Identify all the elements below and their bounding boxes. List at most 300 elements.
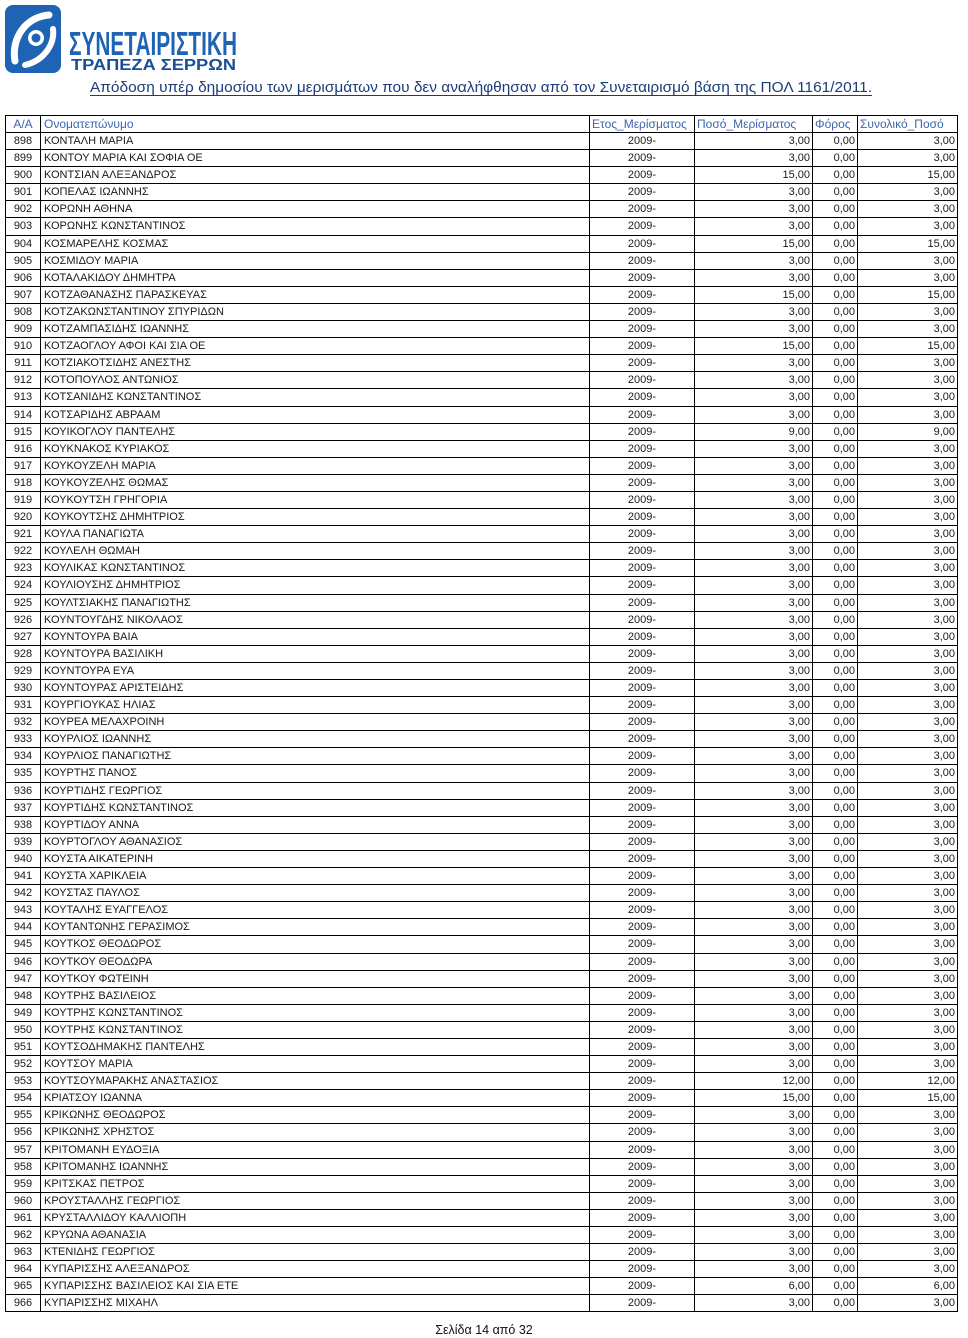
name-cell: ΚΟΤΖΑΚΩΝΣΤΑΝΤΙΝΟΥ ΣΠΥΡΙΔΩΝ: [41, 304, 590, 321]
name-cell: ΚΟΥΣΤΑ ΑΙΚΑΤΕΡΙΝΗ: [41, 851, 590, 868]
bank-logo-icon: [3, 3, 65, 77]
row-number-cell: 921: [6, 526, 41, 543]
table-row: [6, 1261, 958, 1278]
table-row: [6, 475, 958, 492]
name-cell: ΚΡΥΣΤΑΛΛΙΔΟΥ ΚΑΛΛΙΟΠΗ: [41, 1210, 590, 1227]
document-title: [0, 76, 960, 100]
tax-cell: 0,00: [813, 304, 858, 321]
row-number-cell: 965: [6, 1278, 41, 1295]
total-cell: 3,00: [858, 629, 958, 646]
tax-cell: 0,00: [813, 218, 858, 235]
row-number-cell: 946: [6, 954, 41, 971]
amount-cell: 3,00: [695, 253, 813, 270]
tax-cell: 0,00: [813, 1176, 858, 1193]
name-cell: ΚΡΙΚΩΝΗΣ ΧΡΗΣΤΟΣ: [41, 1124, 590, 1141]
amount-cell: 3,00: [695, 184, 813, 201]
year-cell: 2009-: [590, 475, 695, 492]
row-number-cell: 961: [6, 1210, 41, 1227]
column-header-amount: Ποσό_Μερίσματος: [695, 116, 813, 133]
name-cell: ΚΟΥΣΤΑ ΧΑΡΙΚΛΕΙΑ: [41, 868, 590, 885]
column-header-total: Συνολικό_Ποσό: [858, 116, 958, 133]
tax-cell: 0,00: [813, 885, 858, 902]
amount-cell: 3,00: [695, 954, 813, 971]
name-cell: ΚΟΥΛΕΛΗ ΘΩΜΑΗ: [41, 543, 590, 560]
tax-cell: 0,00: [813, 424, 858, 441]
year-cell: 2009-: [590, 492, 695, 509]
total-cell: 3,00: [858, 868, 958, 885]
tax-cell: 0,00: [813, 407, 858, 424]
year-cell: 2009-: [590, 526, 695, 543]
table-row: [6, 577, 958, 594]
amount-cell: 3,00: [695, 765, 813, 782]
amount-cell: 3,00: [695, 1159, 813, 1176]
amount-cell: 3,00: [695, 355, 813, 372]
total-cell: 9,00: [858, 424, 958, 441]
name-cell: ΚΟΥΤΚΟΣ ΘΕΟΔΩΡΟΣ: [41, 936, 590, 953]
name-cell: ΚΟΥΤΡΗΣ ΒΑΣΙΛΕΙΟΣ: [41, 988, 590, 1005]
row-number-cell: 928: [6, 646, 41, 663]
row-number-cell: 944: [6, 919, 41, 936]
row-number-cell: 934: [6, 748, 41, 765]
row-number-cell: 959: [6, 1176, 41, 1193]
row-number-cell: 901: [6, 184, 41, 201]
year-cell: 2009-: [590, 1039, 695, 1056]
year-cell: 2009-: [590, 885, 695, 902]
name-cell: ΚΥΠΑΡΙΣΣΗΣ ΜΙΧΑΗΛ: [41, 1295, 590, 1312]
table-row: [6, 372, 958, 389]
table-row: [6, 731, 958, 748]
year-cell: 2009-: [590, 236, 695, 253]
name-cell: ΚΟΤΖΙΑΚΟΤΣΙΔΗΣ ΑΝΕΣΤΗΣ: [41, 355, 590, 372]
tax-cell: 0,00: [813, 253, 858, 270]
row-number-cell: 899: [6, 150, 41, 167]
table-row: [6, 1124, 958, 1141]
name-cell: ΚΟΥΤΡΗΣ ΚΩΝΣΤΑΝΤΙΝΟΣ: [41, 1005, 590, 1022]
name-cell: ΚΟΥΙΚΟΓΛΟΥ ΠΑΝΤΕΛΗΣ: [41, 424, 590, 441]
name-cell: ΚΟΥΡΛΙΟΣ ΙΩΑΝΝΗΣ: [41, 731, 590, 748]
name-cell: ΚΟΥΡΤΗΣ ΠΑΝΟΣ: [41, 765, 590, 782]
table-row: [6, 680, 958, 697]
table-row: [6, 595, 958, 612]
table-row: [6, 407, 958, 424]
bank-subname: ΤΡΑΠΕΖΑ ΣΕΡΡΩΝ: [71, 57, 236, 74]
name-cell: ΚΟΥΡΕΑ ΜΕΛΑΧΡΟΙΝΗ: [41, 714, 590, 731]
tax-cell: 0,00: [813, 714, 858, 731]
table-row: [6, 338, 958, 355]
amount-cell: 3,00: [695, 868, 813, 885]
table-row: [6, 355, 958, 372]
table-row: [6, 133, 958, 150]
row-number-cell: 941: [6, 868, 41, 885]
tax-cell: 0,00: [813, 646, 858, 663]
total-cell: 3,00: [858, 834, 958, 851]
amount-cell: 3,00: [695, 1227, 813, 1244]
total-cell: 3,00: [858, 372, 958, 389]
table-row: [6, 321, 958, 338]
tax-cell: 0,00: [813, 509, 858, 526]
amount-cell: 15,00: [695, 338, 813, 355]
total-cell: 3,00: [858, 748, 958, 765]
amount-cell: 3,00: [695, 663, 813, 680]
name-cell: ΚΟΤΣΑΡΙΔΗΣ ΑΒΡΑΑΜ: [41, 407, 590, 424]
table-row: [6, 1227, 958, 1244]
year-cell: 2009-: [590, 629, 695, 646]
amount-cell: 3,00: [695, 372, 813, 389]
total-cell: 3,00: [858, 1056, 958, 1073]
table-row: [6, 936, 958, 953]
total-cell: 3,00: [858, 971, 958, 988]
amount-cell: 3,00: [695, 731, 813, 748]
total-cell: 3,00: [858, 988, 958, 1005]
tax-cell: 0,00: [813, 1210, 858, 1227]
name-cell: ΚΟΥΤΑΛΗΣ ΕΥΑΓΓΕΛΟΣ: [41, 902, 590, 919]
total-cell: 15,00: [858, 236, 958, 253]
name-cell: ΚΟΝΤΑΛΗ ΜΑΡΙΑ: [41, 133, 590, 150]
name-cell: ΚΥΠΑΡΙΣΣΗΣ ΒΑΣΙΛΕΙΟΣ ΚΑΙ ΣΙΑ ΕΤΕ: [41, 1278, 590, 1295]
name-cell: ΚΟΥΣΤΑΣ ΠΑΥΛΟΣ: [41, 885, 590, 902]
row-number-cell: 932: [6, 714, 41, 731]
table-header-row: [6, 116, 958, 133]
row-number-cell: 949: [6, 1005, 41, 1022]
year-cell: 2009-: [590, 902, 695, 919]
table-row: [6, 1005, 958, 1022]
name-cell: ΚΡΙΤΟΜΑΝΗΣ ΙΩΑΝΝΗΣ: [41, 1159, 590, 1176]
tax-cell: 0,00: [813, 868, 858, 885]
name-cell: ΚΟΣΜΙΔΟΥ ΜΑΡΙΑ: [41, 253, 590, 270]
row-number-cell: 945: [6, 936, 41, 953]
total-cell: 3,00: [858, 1227, 958, 1244]
row-number-cell: 909: [6, 321, 41, 338]
row-number-cell: 904: [6, 236, 41, 253]
year-cell: 2009-: [590, 1261, 695, 1278]
year-cell: 2009-: [590, 731, 695, 748]
year-cell: 2009-: [590, 441, 695, 458]
year-cell: 2009-: [590, 509, 695, 526]
amount-cell: 3,00: [695, 1176, 813, 1193]
amount-cell: 3,00: [695, 150, 813, 167]
total-cell: 3,00: [858, 783, 958, 800]
table-row: [6, 184, 958, 201]
name-cell: ΚΟΥΤΣΟΔΗΜΑΚΗΣ ΠΑΝΤΕΛΗΣ: [41, 1039, 590, 1056]
table-row: [6, 1159, 958, 1176]
amount-cell: 3,00: [695, 697, 813, 714]
amount-cell: 3,00: [695, 629, 813, 646]
total-cell: 3,00: [858, 1244, 958, 1261]
name-cell: ΚΟΥΚΟΥΤΣΗΣ ΔΗΜΗΤΡΙΟΣ: [41, 509, 590, 526]
year-cell: 2009-: [590, 1022, 695, 1039]
row-number-cell: 914: [6, 407, 41, 424]
name-cell: ΚΟΥΚΝΑΚΟΣ ΚΥΡΙΑΚΟΣ: [41, 441, 590, 458]
name-cell: ΚΟΥΚΟΥΖΕΛΗΣ ΘΩΜΑΣ: [41, 475, 590, 492]
tax-cell: 0,00: [813, 1039, 858, 1056]
row-number-cell: 952: [6, 1056, 41, 1073]
year-cell: 2009-: [590, 1278, 695, 1295]
total-cell: 3,00: [858, 560, 958, 577]
amount-cell: 3,00: [695, 1295, 813, 1312]
year-cell: 2009-: [590, 765, 695, 782]
amount-cell: 3,00: [695, 543, 813, 560]
total-cell: 3,00: [858, 150, 958, 167]
row-number-cell: 947: [6, 971, 41, 988]
total-cell: 3,00: [858, 389, 958, 406]
tax-cell: 0,00: [813, 270, 858, 287]
table-row: [6, 800, 958, 817]
name-cell: ΚΡΟΥΣΤΑΛΛΗΣ ΓΕΩΡΓΙΟΣ: [41, 1193, 590, 1210]
total-cell: 3,00: [858, 1039, 958, 1056]
tax-cell: 0,00: [813, 1107, 858, 1124]
total-cell: 3,00: [858, 1124, 958, 1141]
total-cell: 12,00: [858, 1073, 958, 1090]
amount-cell: 3,00: [695, 595, 813, 612]
tax-cell: 0,00: [813, 150, 858, 167]
table-row: [6, 971, 958, 988]
total-cell: 3,00: [858, 1261, 958, 1278]
table-row: [6, 988, 958, 1005]
name-cell: ΚΟΤΖΑΜΠΑΣΙΔΗΣ ΙΩΑΝΝΗΣ: [41, 321, 590, 338]
amount-cell: 3,00: [695, 885, 813, 902]
table-row: [6, 492, 958, 509]
table-row: [6, 885, 958, 902]
amount-cell: 3,00: [695, 851, 813, 868]
name-cell: ΚΟΥΡΤΙΔΗΣ ΓΕΩΡΓΙΟΣ: [41, 783, 590, 800]
total-cell: 15,00: [858, 338, 958, 355]
row-number-cell: 927: [6, 629, 41, 646]
table-row: [6, 1278, 958, 1295]
row-number-cell: 908: [6, 304, 41, 321]
total-cell: 3,00: [858, 1176, 958, 1193]
tax-cell: 0,00: [813, 1073, 858, 1090]
table-row: [6, 697, 958, 714]
name-cell: ΚΟΥΝΤΟΥΡΑ ΕΥΑ: [41, 663, 590, 680]
year-cell: 2009-: [590, 1142, 695, 1159]
row-number-cell: 956: [6, 1124, 41, 1141]
amount-cell: 3,00: [695, 1261, 813, 1278]
total-cell: 3,00: [858, 595, 958, 612]
name-cell: ΚΟΥΤΡΗΣ ΚΩΝΣΤΑΝΤΙΝΟΣ: [41, 1022, 590, 1039]
table-row: [6, 663, 958, 680]
total-cell: 3,00: [858, 663, 958, 680]
tax-cell: 0,00: [813, 1124, 858, 1141]
row-number-cell: 960: [6, 1193, 41, 1210]
total-cell: 3,00: [858, 441, 958, 458]
table-row: [6, 1176, 958, 1193]
row-number-cell: 924: [6, 577, 41, 594]
total-cell: 3,00: [858, 1107, 958, 1124]
year-cell: 2009-: [590, 407, 695, 424]
dividends-table: [5, 115, 958, 1312]
total-cell: 3,00: [858, 509, 958, 526]
year-cell: 2009-: [590, 270, 695, 287]
row-number-cell: 916: [6, 441, 41, 458]
bank-name: ΣΥΝΕΤΑΙΡΙΣΤΙΚΗ: [69, 25, 237, 62]
tax-cell: 0,00: [813, 919, 858, 936]
name-cell: ΚΟΡΩΝΗΣ ΚΩΝΣΤΑΝΤΙΝΟΣ: [41, 218, 590, 235]
total-cell: 3,00: [858, 1159, 958, 1176]
tax-cell: 0,00: [813, 1090, 858, 1107]
total-cell: 15,00: [858, 167, 958, 184]
year-cell: 2009-: [590, 663, 695, 680]
tax-cell: 0,00: [813, 988, 858, 1005]
amount-cell: 3,00: [695, 201, 813, 218]
year-cell: 2009-: [590, 800, 695, 817]
tax-cell: 0,00: [813, 287, 858, 304]
row-number-cell: 900: [6, 167, 41, 184]
row-number-cell: 966: [6, 1295, 41, 1312]
amount-cell: 3,00: [695, 475, 813, 492]
amount-cell: 6,00: [695, 1278, 813, 1295]
amount-cell: 3,00: [695, 492, 813, 509]
year-cell: 2009-: [590, 167, 695, 184]
total-cell: 3,00: [858, 1295, 958, 1312]
year-cell: 2009-: [590, 1107, 695, 1124]
year-cell: 2009-: [590, 971, 695, 988]
tax-cell: 0,00: [813, 936, 858, 953]
table-row: [6, 543, 958, 560]
row-number-cell: 935: [6, 765, 41, 782]
year-cell: 2009-: [590, 543, 695, 560]
tax-cell: 0,00: [813, 441, 858, 458]
amount-cell: 15,00: [695, 287, 813, 304]
row-number-cell: 938: [6, 817, 41, 834]
tax-cell: 0,00: [813, 338, 858, 355]
total-cell: 3,00: [858, 851, 958, 868]
name-cell: ΚΟΤΟΠΟΥΛΟΣ ΑΝΤΩΝΙΟΣ: [41, 372, 590, 389]
tax-cell: 0,00: [813, 1142, 858, 1159]
amount-cell: 3,00: [695, 304, 813, 321]
table-row: [6, 765, 958, 782]
name-cell: ΚΡΙΑΤΣΟΥ ΙΩΑΝΝΑ: [41, 1090, 590, 1107]
tax-cell: 0,00: [813, 971, 858, 988]
year-cell: 2009-: [590, 954, 695, 971]
tax-cell: 0,00: [813, 201, 858, 218]
year-cell: 2009-: [590, 1124, 695, 1141]
tax-cell: 0,00: [813, 1261, 858, 1278]
total-cell: 3,00: [858, 355, 958, 372]
year-cell: 2009-: [590, 612, 695, 629]
amount-cell: 3,00: [695, 407, 813, 424]
tax-cell: 0,00: [813, 1056, 858, 1073]
year-cell: 2009-: [590, 919, 695, 936]
year-cell: 2009-: [590, 458, 695, 475]
total-cell: 3,00: [858, 526, 958, 543]
total-cell: 3,00: [858, 936, 958, 953]
name-cell: ΚΟΥΡΛΙΟΣ ΠΑΝΑΓΙΩΤΗΣ: [41, 748, 590, 765]
name-cell: ΚΟΥΡΤΙΔΗΣ ΚΩΝΣΤΑΝΤΙΝΟΣ: [41, 800, 590, 817]
year-cell: 2009-: [590, 1090, 695, 1107]
row-number-cell: 942: [6, 885, 41, 902]
amount-cell: 3,00: [695, 1022, 813, 1039]
amount-cell: 3,00: [695, 612, 813, 629]
row-number-cell: 913: [6, 389, 41, 406]
year-cell: 2009-: [590, 218, 695, 235]
row-number-cell: 926: [6, 612, 41, 629]
table-row: [6, 1107, 958, 1124]
total-cell: 3,00: [858, 201, 958, 218]
tax-cell: 0,00: [813, 560, 858, 577]
tax-cell: 0,00: [813, 1022, 858, 1039]
amount-cell: 3,00: [695, 646, 813, 663]
total-cell: 3,00: [858, 321, 958, 338]
amount-cell: 3,00: [695, 1210, 813, 1227]
tax-cell: 0,00: [813, 355, 858, 372]
year-cell: 2009-: [590, 355, 695, 372]
row-number-cell: 922: [6, 543, 41, 560]
table-row: [6, 304, 958, 321]
total-cell: 3,00: [858, 817, 958, 834]
year-cell: 2009-: [590, 133, 695, 150]
tax-cell: 0,00: [813, 321, 858, 338]
total-cell: 3,00: [858, 612, 958, 629]
tax-cell: 0,00: [813, 167, 858, 184]
tax-cell: 0,00: [813, 800, 858, 817]
year-cell: 2009-: [590, 372, 695, 389]
name-cell: ΚΥΠΑΡΙΣΣΗΣ ΑΛΕΞΑΝΔΡΟΣ: [41, 1261, 590, 1278]
tax-cell: 0,00: [813, 954, 858, 971]
name-cell: ΚΟΥΤΣΟΥΜΑΡΑΚΗΣ ΑΝΑΣΤΑΣΙΟΣ: [41, 1073, 590, 1090]
row-number-cell: 902: [6, 201, 41, 218]
amount-cell: 9,00: [695, 424, 813, 441]
tax-cell: 0,00: [813, 629, 858, 646]
amount-cell: 3,00: [695, 680, 813, 697]
total-cell: 3,00: [858, 800, 958, 817]
table-row: [6, 817, 958, 834]
total-cell: 3,00: [858, 270, 958, 287]
amount-cell: 3,00: [695, 526, 813, 543]
tax-cell: 0,00: [813, 372, 858, 389]
row-number-cell: 910: [6, 338, 41, 355]
year-cell: 2009-: [590, 287, 695, 304]
total-cell: 3,00: [858, 646, 958, 663]
table-row: [6, 526, 958, 543]
tax-cell: 0,00: [813, 526, 858, 543]
name-cell: ΚΡΙΤΟΜΑΝΗ ΕΥΔΟΞΙΑ: [41, 1142, 590, 1159]
table-row: [6, 253, 958, 270]
year-cell: 2009-: [590, 1056, 695, 1073]
year-cell: 2009-: [590, 834, 695, 851]
tax-cell: 0,00: [813, 697, 858, 714]
amount-cell: 3,00: [695, 560, 813, 577]
year-cell: 2009-: [590, 988, 695, 1005]
tax-cell: 0,00: [813, 834, 858, 851]
row-number-cell: 937: [6, 800, 41, 817]
tax-cell: 0,00: [813, 765, 858, 782]
tax-cell: 0,00: [813, 1295, 858, 1312]
tax-cell: 0,00: [813, 133, 858, 150]
table-row: [6, 458, 958, 475]
total-cell: 3,00: [858, 304, 958, 321]
row-number-cell: 958: [6, 1159, 41, 1176]
name-cell: ΚΟΠΕΛΑΣ ΙΩΑΝΝΗΣ: [41, 184, 590, 201]
table-row: [6, 1244, 958, 1261]
total-cell: 3,00: [858, 885, 958, 902]
year-cell: 2009-: [590, 748, 695, 765]
amount-cell: 3,00: [695, 270, 813, 287]
year-cell: 2009-: [590, 936, 695, 953]
amount-cell: 15,00: [695, 1090, 813, 1107]
tax-cell: 0,00: [813, 595, 858, 612]
table-row: [6, 1090, 958, 1107]
amount-cell: 3,00: [695, 133, 813, 150]
row-number-cell: 948: [6, 988, 41, 1005]
tax-cell: 0,00: [813, 184, 858, 201]
row-number-cell: 915: [6, 424, 41, 441]
name-cell: ΚΟΥΚΟΥΤΣΗ ΓΡΗΓΟΡΙΑ: [41, 492, 590, 509]
amount-cell: 3,00: [695, 1124, 813, 1141]
tax-cell: 0,00: [813, 902, 858, 919]
total-cell: 3,00: [858, 919, 958, 936]
amount-cell: 12,00: [695, 1073, 813, 1090]
total-cell: 3,00: [858, 1210, 958, 1227]
